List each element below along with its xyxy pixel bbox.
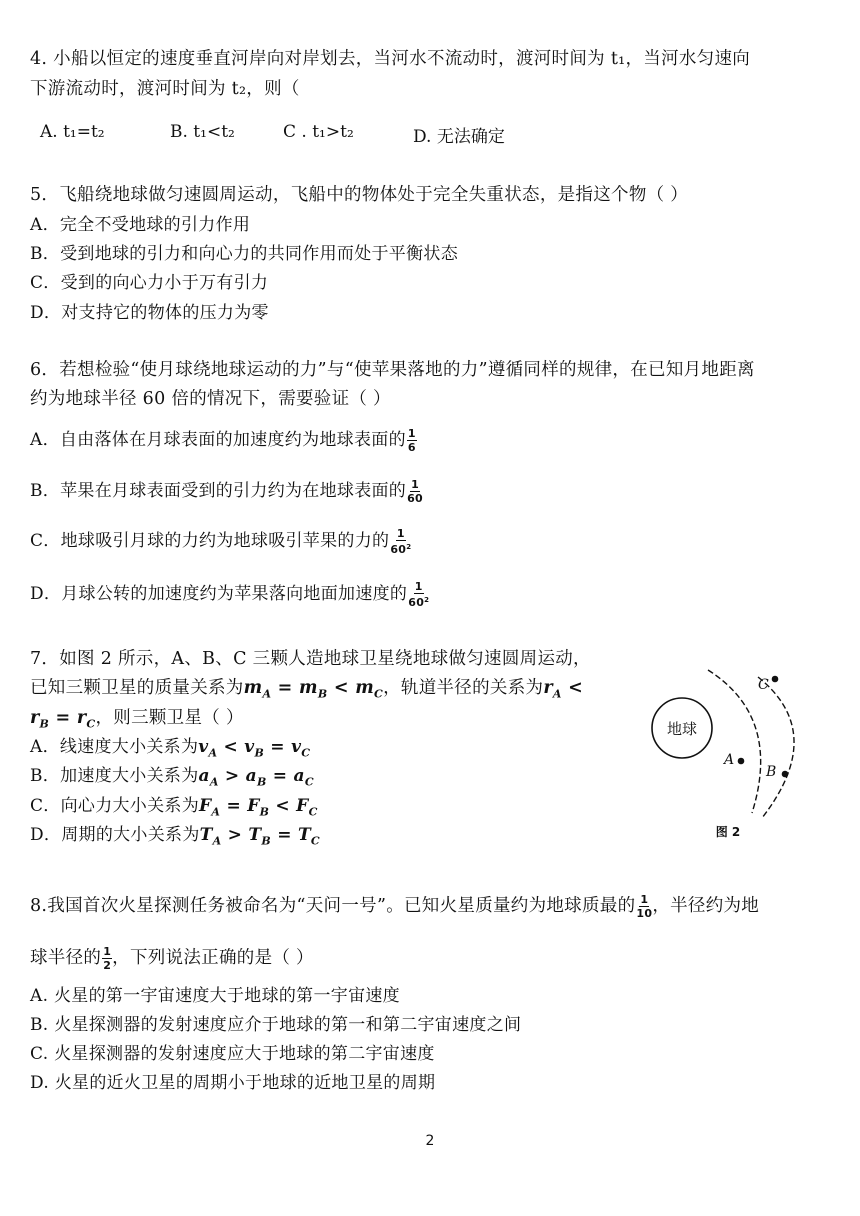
q6-option-c	[30, 528, 411, 555]
fraction-numerator: 1	[414, 580, 423, 593]
q8-text-tail: ，下列说法正确的是（ ）	[112, 948, 314, 968]
fraction-numerator: 1	[407, 427, 416, 440]
q7-text: ，则三颗卫星（ ）	[95, 708, 244, 728]
satellite-a-label: A	[724, 752, 735, 768]
q6-option-d-text: D．月球公转的加速度约为苹果落向地面加速度的	[30, 584, 408, 604]
q7-option-a-text: A．线速度大小关系为	[30, 737, 199, 757]
fraction-denominator	[390, 541, 411, 555]
satellite-c-label: C	[758, 677, 769, 693]
q7-stem-line1: 7．如图 2 所示，A、B、C 三颗人造地球卫星绕地球做匀速圆周运动，	[30, 649, 591, 669]
satellite-b	[782, 771, 789, 778]
q7-option-d-math: $T_A > T_B = T_C$	[199, 825, 320, 848]
q7-option-d	[30, 824, 320, 852]
q6-option-a	[30, 428, 417, 453]
q8-text: 球半径的	[30, 948, 102, 968]
fraction-numerator: 1	[103, 945, 112, 958]
fraction-denominator: 2	[103, 959, 112, 972]
q6-option-a-text: A．自由落体在月球表面的加速度约为地球表面的	[30, 430, 406, 450]
q7-option-b-math: $a_A > a_B = a_C$	[198, 766, 314, 789]
q4-stem-line2: 下游流动时，渡河时间为 t₂，则（	[30, 79, 300, 99]
q7-option-b	[30, 765, 314, 793]
fraction-denominator	[408, 594, 429, 608]
outer-orbit-arc	[758, 677, 794, 818]
fraction-numerator: 1	[396, 527, 405, 540]
q6-option-b-text: B．苹果在月球表面受到的引力约为在地球表面的	[30, 481, 407, 501]
fraction-numerator: 1	[411, 478, 420, 491]
satellite-a	[738, 758, 745, 765]
q5-option-d: D．对支持它的物体的压力为零	[30, 303, 269, 323]
satellite-orbit-diagram	[630, 655, 840, 850]
q4-option-a: A. t₁=t₂	[40, 122, 105, 142]
fraction-exponent: 2	[424, 596, 430, 604]
q6-option-c-text: C．地球吸引月球的力约为地球吸引苹果的力的	[30, 531, 390, 551]
q5-stem: 5．飞船绕地球做匀速圆周运动，飞船中的物体处于完全失重状态，是指这个物（ ）	[30, 185, 689, 205]
q8-option-b: B. 火星探测器的发射速度应介于地球的第一和第二宇宙速度之间	[30, 1015, 522, 1035]
q7-text: 已知三颗卫星的质量关系为	[30, 678, 244, 698]
q7-option-d-text: D．周期的大小关系为	[30, 825, 200, 845]
q8-stem-line1	[30, 894, 759, 919]
q7-stem-line3	[30, 707, 244, 736]
q7-option-b-text: B．加速度大小关系为	[30, 766, 199, 786]
inner-orbit-arc	[708, 670, 761, 813]
earth-label: 地球	[666, 720, 698, 738]
q7-text: ，轨道半径的关系为	[383, 678, 544, 698]
q7-option-a-math: $v_A < v_B = v_C$	[198, 737, 311, 760]
q7-stem-line2	[30, 677, 583, 706]
q8-option-a: A. 火星的第一宇宙速度大于地球的第一宇宙速度	[30, 986, 400, 1006]
fraction-numerator: 1	[640, 893, 649, 906]
q7-option-c	[30, 795, 318, 823]
fraction-exponent: 2	[406, 543, 412, 551]
q7-option-a	[30, 736, 310, 764]
q8-mass-fraction	[636, 894, 652, 919]
q8-radius-fraction	[102, 946, 112, 971]
q4-option-c: C . t₁>t₂	[283, 122, 354, 142]
q7-mass-relation: $m_A = m_B < m_C$	[243, 678, 384, 701]
q6-option-a-fraction	[407, 428, 417, 453]
q8-text: 8.我国首次火星探测任务被命名为“天问一号”。已知火星质量约为地球质最的	[30, 896, 636, 916]
fraction-denominator: 60	[407, 492, 424, 505]
q7-radius-relation-bc: $r_B = r_C$	[30, 708, 96, 731]
q7-radius-relation-a: $r_A$ <	[543, 678, 584, 701]
figure-caption: 图 2	[715, 825, 741, 839]
fraction-base: 60	[390, 543, 407, 556]
q5-option-a: A．完全不受地球的引力作用	[30, 215, 251, 235]
q8-option-d: D. 火星的近火卫星的周期小于地球的近地卫星的周期	[30, 1073, 436, 1093]
q5-option-c: C．受到的向心力小于万有引力	[30, 273, 269, 293]
q6-option-b-fraction	[407, 479, 423, 504]
q6-option-c-fraction	[390, 528, 411, 555]
q4-stem-line1: 4. 小船以恒定的速度垂直河岸向对岸划去，当河水不流动时，渡河时间为 t₁，当河水匀速向	[30, 49, 751, 69]
fraction-denominator: 6	[407, 441, 416, 454]
q8-stem-line2	[30, 946, 314, 971]
q6-option-d-fraction	[408, 581, 429, 608]
satellite-c	[772, 676, 779, 683]
q6-stem-line1: 6．若想检验“使月球绕地球运动的力”与“使苹果落地的力”遵循同样的规律，在已知月地距离	[30, 360, 755, 380]
q7-option-c-math: $F_A = F_B < F_C$	[199, 796, 318, 819]
q8-option-c: C. 火星探测器的发射速度应大于地球的第二宇宙速度	[30, 1044, 435, 1064]
q6-option-d	[30, 581, 429, 608]
fraction-denominator: 10	[636, 907, 653, 920]
q4-option-d: D. 无法确定	[413, 127, 505, 147]
q8-text-tail: ，半径约为地	[652, 896, 760, 916]
q7-option-c-text: C．向心力大小关系为	[30, 796, 200, 816]
fraction-base: 60	[408, 596, 425, 609]
q6-option-b	[30, 479, 423, 504]
q4-option-b: B. t₁<t₂	[170, 122, 235, 142]
satellite-b-label: B	[766, 764, 777, 780]
q5-option-b: B．受到地球的引力和向心力的共同作用而处于平衡状态	[30, 244, 458, 264]
page-number: 2	[425, 1133, 435, 1149]
q6-stem-line2: 约为地球半径 60 倍的情况下，需要验证（ ）	[30, 389, 391, 409]
